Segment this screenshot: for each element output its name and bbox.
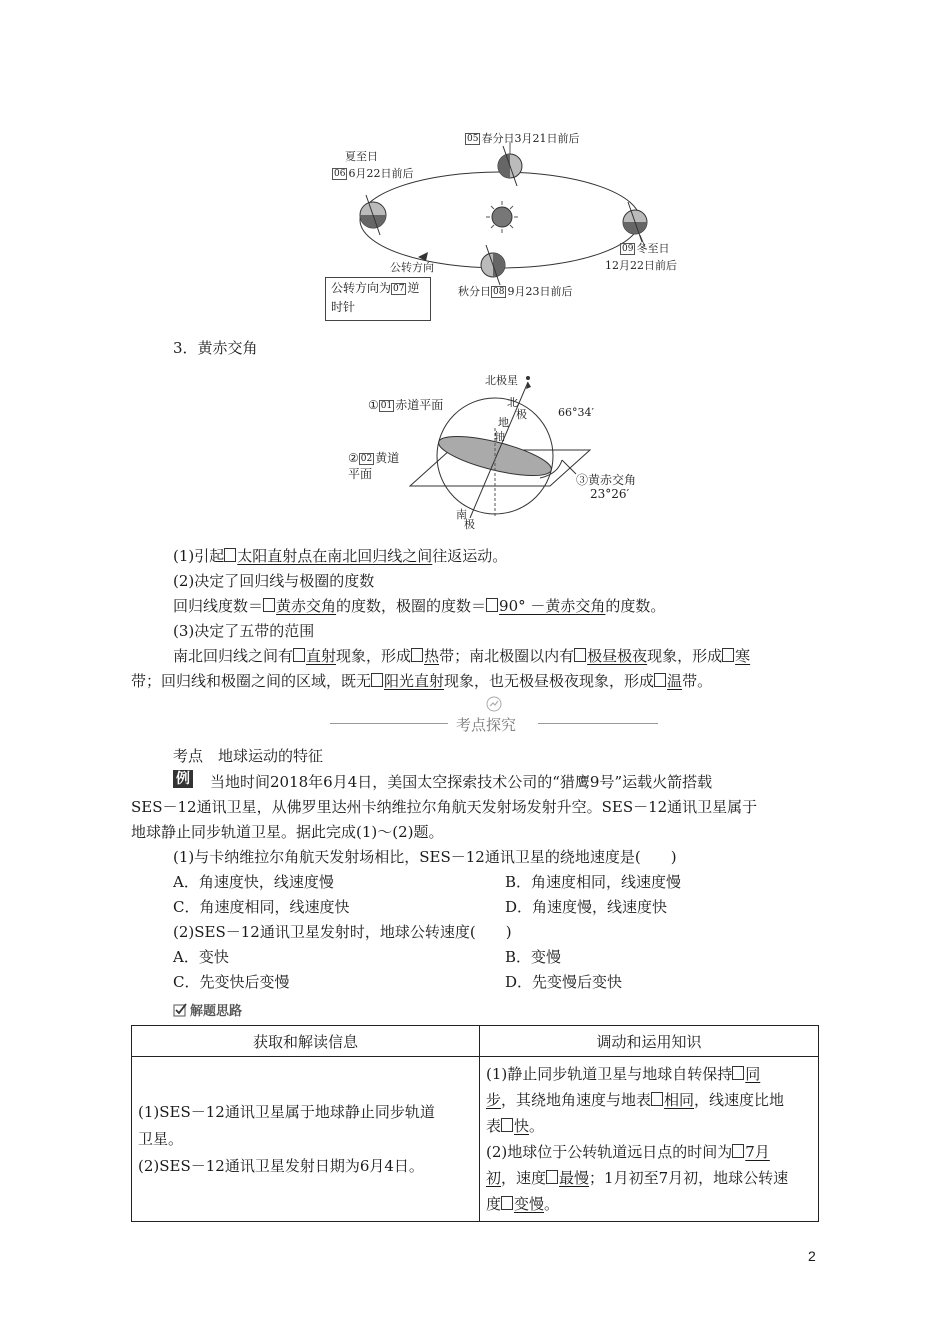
obliquity-diagram-graphic <box>340 368 660 528</box>
axis-char: 轴 <box>494 430 505 443</box>
ecliptic-plane-label2: 平面 <box>348 467 373 481</box>
info-cell <box>132 1057 480 1222</box>
divider-line-right <box>538 723 658 724</box>
right-line: 度 变慢。 <box>486 1195 560 1213</box>
section3-title: 3．黄赤交角 <box>173 339 258 357</box>
right-line: 初，速度 最慢；1月初至7月初，地球公转速 <box>486 1169 789 1187</box>
example-badge: 例 <box>173 770 193 788</box>
autumn-equinox-label: 秋分日 08 9月23日前后 <box>458 285 573 298</box>
earth-autumn-icon <box>481 245 505 285</box>
orbit-direction-box <box>325 277 431 321</box>
solution-label: 解题思路 <box>173 1000 242 1019</box>
example-line3: 地球静止同步轨道卫星。据此完成(1)～(2)题。 <box>131 823 444 841</box>
divider-emblem-icon <box>486 696 502 712</box>
earth-summer-icon <box>360 195 386 235</box>
point-3-line2: 带；回归线和极圈之间的区域，既无 阳光直射现象，也无极昼极夜现象，形成 温带。 <box>131 672 713 690</box>
sun-icon <box>486 201 518 233</box>
check-icon <box>173 1003 187 1017</box>
axis-char: 地 <box>498 416 509 429</box>
angle-66-label: 66°34′ <box>558 406 594 419</box>
q2-stem: (2)SES－12通讯卫星发射时，地球公转速度( ) <box>173 923 512 941</box>
point-3-line1: 南北回归线之间有 直射现象，形成 热带；南北极圈以内有 极昼极夜现象，形成 寒 <box>173 647 751 665</box>
winter-solstice-date: 12月22日前后 <box>605 259 677 272</box>
ecliptic-plane-label: ② 02 黄道 <box>348 451 400 465</box>
q2-option-d: D．先变慢后变快 <box>505 973 623 991</box>
q2-option-b: B．变慢 <box>505 948 562 966</box>
q1-option-b: B．角速度相同，线速度慢 <box>505 873 682 891</box>
point-1: (1)引起 太阳直射点在南北回归线之间往返运动。 <box>173 547 508 565</box>
box-line2: 时针 <box>331 300 356 314</box>
solution-table <box>131 1025 819 1222</box>
example-line2: SES－12通讯卫星，从佛罗里达州卡纳维拉尔角航天发射场发射升空。SES－12通讯卫星属于 <box>131 798 758 816</box>
topic-title: 考点 地球运动的特征 <box>173 747 324 765</box>
point-2-detail: 回归线度数＝ 黄赤交角的度数，极圈的度数＝ 90° －黄赤交角的度数。 <box>173 597 666 615</box>
q1-option-a: A．角速度快，线速度慢 <box>173 873 334 891</box>
orbit-direction-label: 公转方向 <box>390 261 434 274</box>
point-2: (2)决定了回归线与极圈的度数 <box>173 572 375 590</box>
left-line: (2)SES－12通讯卫星发射日期为6月4日。 <box>138 1156 424 1175</box>
right-line: 表 快。 <box>486 1117 545 1135</box>
right-line: (2)地球位于公转轨道远日点的时间为 7月 <box>486 1143 770 1161</box>
south-char: 南 <box>456 508 467 521</box>
spring-equinox-label: 05 春分日3月21日前后 <box>467 132 580 145</box>
q1-stem: (1)与卡纳维拉尔角航天发射场相比，SES－12通讯卫星的绕地速度是( ) <box>173 848 677 866</box>
right-line: (1)静止同步轨道卫星与地球自转保持 同 <box>486 1065 761 1083</box>
q2-option-a: A．变快 <box>173 948 229 966</box>
table-header-row <box>132 1026 819 1057</box>
knowledge-cell <box>480 1057 819 1222</box>
left-line: (1)SES－12通讯卫星属于地球静止同步轨道 <box>138 1102 435 1121</box>
example-line1: 当地时间2018年6月4日，美国太空探索技术公司的“猎鹰9号”运载火箭搭载 <box>210 773 713 791</box>
box-line1: 公转方向为 07 逆 <box>331 281 420 295</box>
left-line: 卫星。 <box>138 1129 184 1148</box>
table-row <box>132 1057 819 1222</box>
section-divider <box>330 696 658 736</box>
obliquity-angle-value: 23°26′ <box>590 487 630 501</box>
summer-solstice-title: 夏至日 <box>345 150 378 163</box>
right-line: 步，其绕地角速度与地表 相同，线速度比地 <box>486 1091 785 1109</box>
point-3: (3)决定了五带的范围 <box>173 622 315 640</box>
page-number: 2 <box>808 1248 816 1264</box>
header-right: 调动和运用知识 <box>480 1026 819 1057</box>
header-left: 获取和解读信息 <box>132 1026 480 1057</box>
divider-title: 考点探究 <box>456 716 517 734</box>
equator-plane-label: ① 01 赤道平面 <box>368 398 444 412</box>
q2-option-c: C．先变快后变慢 <box>173 973 290 991</box>
summer-solstice-label: 06 6月22日前后 <box>334 167 414 180</box>
q1-option-c: C．角速度相同，线速度快 <box>173 898 350 916</box>
winter-solstice-label: 09 冬至日 <box>622 242 670 255</box>
orbit-diagram <box>300 120 720 330</box>
south-char: 极 <box>464 518 475 531</box>
north-star-label: 北极星 <box>485 374 518 387</box>
obliquity-angle-label: ③黄赤交角 <box>576 473 637 487</box>
divider-line-left <box>330 723 448 724</box>
obliquity-diagram <box>340 368 660 531</box>
axis-char: 北 <box>507 396 518 409</box>
axis-char: 极 <box>516 408 527 421</box>
q1-option-d: D．角速度慢，线速度快 <box>505 898 668 916</box>
